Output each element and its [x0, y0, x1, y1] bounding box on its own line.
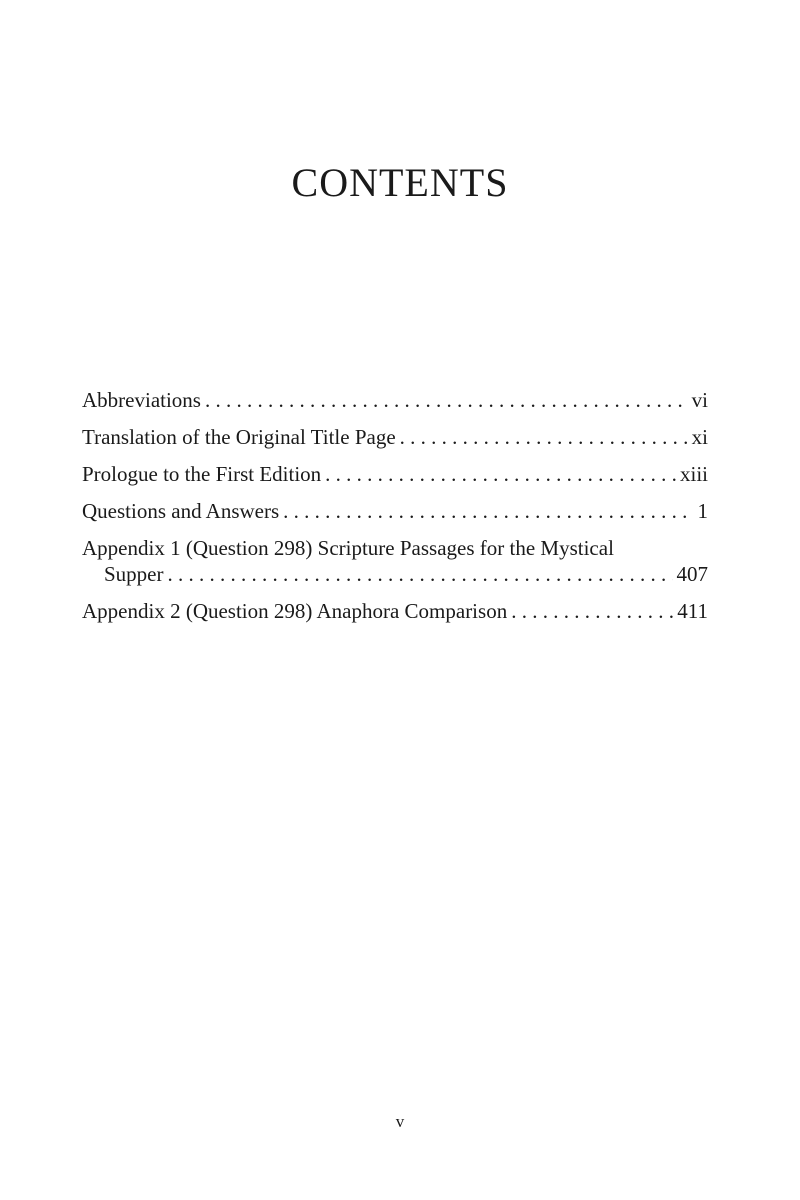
toc-entry-label: Questions and Answers — [82, 499, 280, 523]
dot-leader — [325, 464, 676, 485]
dot-leader — [400, 427, 688, 448]
toc-page-number: vi — [691, 388, 708, 412]
toc-entry-label: Appendix 1 (Question 298) Scripture Passages for the Mystical — [82, 536, 614, 560]
toc-entry-appendix-1[interactable] — [82, 538, 708, 590]
toc-entry-label: Translation of the Original Title Page — [82, 425, 396, 449]
toc-page-number: 1 — [697, 499, 708, 523]
dot-leader — [511, 601, 673, 622]
toc-entry-abbreviations[interactable] — [82, 390, 708, 416]
toc-entry-title-page-translation[interactable] — [82, 427, 708, 453]
toc-entry-label: Appendix 2 (Question 298) Anaphora Comparison — [82, 599, 508, 623]
dot-leader — [168, 564, 673, 585]
page-title: CONTENTS — [291, 160, 509, 205]
toc-entry-appendix-2[interactable] — [82, 601, 708, 627]
toc-page-number: xiii — [679, 462, 708, 486]
toc-page-number: 407 — [676, 562, 708, 586]
toc-entry-questions-and-answers[interactable] — [82, 501, 708, 527]
toc-page-number: xi — [691, 425, 708, 449]
dot-leader — [283, 501, 693, 522]
toc-entry-label-continued: Supper — [104, 562, 164, 586]
toc-entry-label: Prologue to the First Edition — [82, 462, 322, 486]
toc-entry-label: Abbreviations — [82, 388, 201, 412]
dot-leader — [205, 390, 688, 411]
toc-page-number: 411 — [677, 599, 708, 623]
toc-entry-prologue[interactable] — [82, 464, 708, 490]
page-number: v — [395, 1112, 405, 1131]
table-of-contents — [82, 390, 708, 638]
